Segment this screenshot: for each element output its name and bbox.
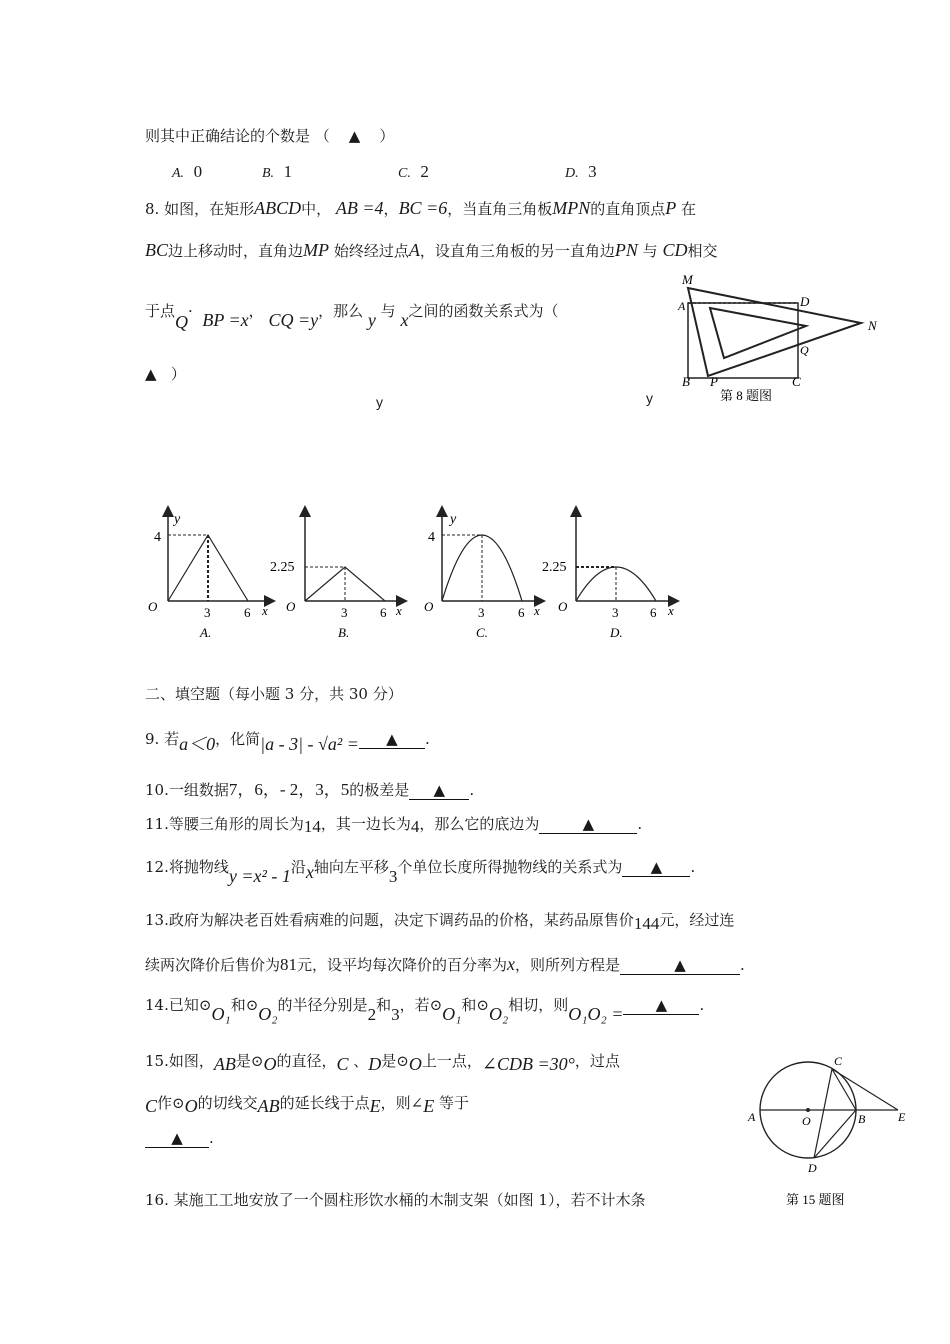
label-e: E [898,1110,906,1124]
svg-text:A.: A. [200,625,212,640]
answer-blank[interactable]: ▲ [539,815,637,834]
q15-figure [748,1048,908,1248]
label-a: A [678,299,686,313]
figure-caption: 第 15 题图 [786,1192,845,1207]
label-d: D [800,294,810,309]
label-b: B [682,374,690,389]
q8-answer-graphs [140,505,700,645]
svg-text:O: O [424,599,434,614]
answer-blank[interactable]: ▲ [622,858,690,877]
svg-text:x: x [668,603,674,618]
q8-line2: BC边上移动时，直角边MP 始终经过点A，设直角三角板的另一直角边PN 与 CD相交 [145,240,718,260]
svg-text:2.25: 2.25 [270,560,295,575]
answer-blank[interactable]: ▲ [620,956,740,975]
graph-c [424,511,540,640]
q15-line2: C作⊙O的切线交AB的延长线于点E，则∠E 等于 [145,1094,469,1116]
graph-a [148,511,270,640]
chord-cd [814,1069,832,1158]
q7-option-b[interactable]: B. 1 [262,162,293,181]
svg-text:y: y [174,512,181,527]
svg-text:y: y [450,512,457,527]
q9: 9. 若a＜0，化简|a - 3| - √a² = ▲ . [145,730,430,754]
triangle-inner [710,308,806,358]
answer-blank[interactable]: ▲ [359,730,425,749]
svg-text:4: 4 [428,530,435,545]
q7-option-c[interactable]: C. 2 [398,162,429,181]
stray-y-label: y [646,390,653,406]
svg-text:3: 3 [341,605,348,620]
figure-caption: 第 8 题图 [720,388,773,403]
section-heading: 二、填空题（每小题 3 分，共 30 分） [145,685,403,703]
answer-blank[interactable]: ▲ [409,781,469,800]
q14: 14.已知⊙O₁和⊙O₂的半径分别是2和3，若⊙O₁和⊙O₂相切，则O₁O₂ = ▲ . [145,996,705,1024]
chord-cb [832,1069,856,1110]
label-o: O [802,1114,811,1128]
label-c: C [792,374,801,389]
q7-option-d[interactable]: D. 3 [565,162,597,181]
triangle-mpn [688,288,861,376]
q10: 10.一组数据7，6，- 2，3，5的极差是 ▲ . [145,780,475,799]
label-q: Q [800,343,809,357]
q13-line1: 13.政府为解决老百姓看病难的问题，决定下调药品的价格，某药品原售价144元，经过连 [145,911,735,933]
svg-text:x: x [396,603,402,618]
label-p: P [710,374,718,389]
stray-y-label: y [376,394,383,410]
q12: 12.将抛物线y =x² - 1沿x轴向左平移3个单位长度所得抛物线的关系式为 ▲ . [145,858,696,886]
graph-d [542,511,674,640]
svg-text:B.: B. [338,625,350,640]
svg-text:3: 3 [612,605,619,620]
svg-text:3: 3 [478,605,485,620]
label-m: M [682,272,693,287]
q16: 16. 某施工工地安放了一个圆柱形饮水桶的木制支架（如图 1），若不计木条 [145,1191,646,1209]
answer-blank[interactable]: ▲ [623,996,699,1015]
answer-blank[interactable]: ▲ [145,1129,209,1148]
answer-mark: ▲ [145,365,157,383]
label-b: B [858,1112,866,1126]
tangent-ce [832,1069,898,1110]
svg-text:6: 6 [244,605,251,620]
svg-text:6: 6 [380,605,387,620]
label-n: N [868,318,877,333]
q8-figure [676,268,891,408]
svg-text:D.: D. [610,625,623,640]
svg-text:2.25: 2.25 [542,560,567,575]
answer-mark: ▲ [348,127,361,145]
svg-text:O: O [148,599,158,614]
label-a: A [748,1110,756,1124]
q11: 11.等腰三角形的周长为14，其一边长为4，那么它的底边为 ▲ . [145,815,643,836]
q8-line3: 于点Q· BP =x， CQ =y，那么 y 与 x之间的函数关系式为（ [145,302,559,332]
svg-text:C.: C. [476,625,488,640]
svg-text:x: x [262,603,268,618]
q13-line2: 续两次降价后售价为81元，设平均每次降价的百分率为x，则所列方程是 ▲ . [145,954,745,974]
q7-stem: 则其中正确结论的个数是 （ ▲ ） [145,127,395,145]
graph-b [270,511,402,640]
svg-text:x: x [534,603,540,618]
svg-text:6: 6 [518,605,525,620]
svg-text:O: O [286,599,296,614]
q8-line1: 8. 如图，在矩形ABCD中， AB =4，BC =6，当直角三角板MPN的直角顶点P 在 [145,198,697,218]
q15-line1: 15.如图，AB是⊙O的直径，C 、D是⊙O上一点，∠CDB =30°，过点 [145,1052,620,1074]
svg-text:3: 3 [204,605,211,620]
svg-text:6: 6 [650,605,657,620]
q7-option-a[interactable]: A. 0 [172,162,203,181]
q15-answer: ▲ . [145,1128,214,1148]
svg-text:O: O [558,599,568,614]
q8-answer: ▲ ） [145,365,186,383]
label-c: C [834,1054,843,1068]
label-d: D [808,1161,817,1175]
svg-text:4: 4 [154,530,161,545]
